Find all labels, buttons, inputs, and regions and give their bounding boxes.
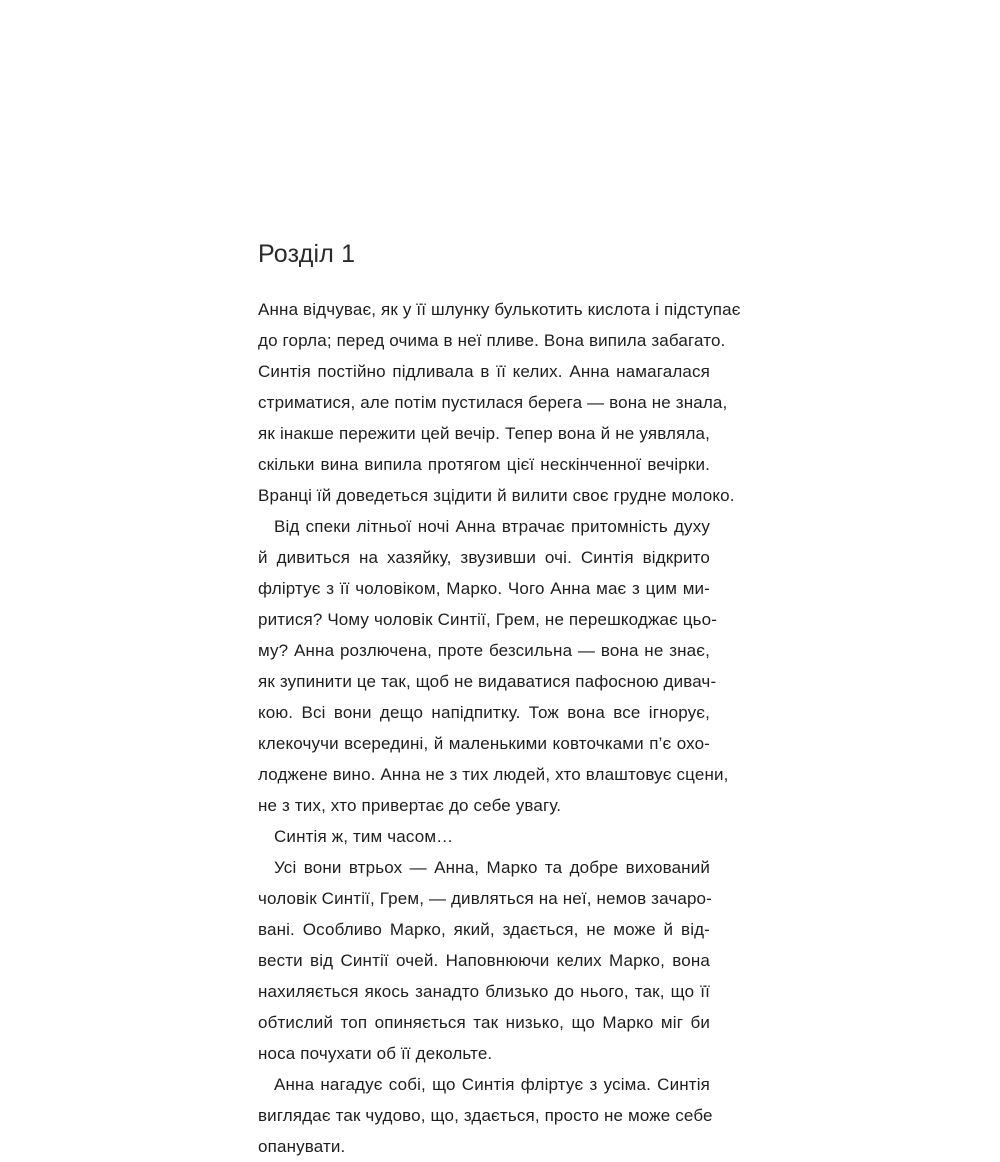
text-line: Від спеки літньої ночі Анна втрачає притомність духу — [274, 517, 710, 536]
text-line: й дивиться на хазяйку, звузивши очі. Синтія відкрито — [258, 548, 710, 567]
text-line: Усі вони втрьох — Анна, Марко та добре вихований — [274, 858, 710, 877]
text-line: фліртує з її чоловіком, Марко. Чого Анна має з цим ми- — [258, 579, 710, 598]
text-line: лоджене вино. Анна не з тих людей, хто влаштовує сцени, — [258, 765, 729, 784]
text-line: стриматися, але потім пустилася берега — вона не знала, — [258, 393, 728, 412]
text-line: носа почухати об її декольте. — [258, 1044, 493, 1063]
text-line: Синтія постійно підливала в її келих. Анна намагалася — [258, 362, 710, 381]
text-line: до горла; перед очима в неї пливе. Вона випила забагато. — [258, 331, 726, 350]
text-line: Анна відчуває, як у її шлунку булькотить кислота і підступає — [258, 300, 741, 319]
text-line: скільки вина випила протягом цієї нескінченної вечірки. — [258, 455, 710, 474]
chapter-body — [258, 294, 741, 1162]
text-line: нахиляється якось занадто близько до нього, так, що її — [258, 982, 710, 1001]
text-line: обтислий топ опиняється так низько, що Марко міг би — [258, 1013, 710, 1032]
text-line: як інакше пережити цей вечір. Тепер вона й не уявляла, — [258, 424, 710, 443]
text-line: вані. Особливо Марко, який, здається, не може й від- — [258, 920, 710, 939]
text-line: не з тих, хто привертає до себе увагу. — [258, 796, 562, 815]
text-line: виглядає так чудово, що, здається, просто не може себе — [258, 1106, 713, 1125]
text-line: клекочучи всередині, й маленькими ковточками п’є охо- — [258, 734, 710, 753]
chapter-title: Розділ 1 — [258, 240, 356, 268]
text-line: Вранці їй доведеться зцідити й вилити своє грудне молоко. — [258, 486, 735, 505]
text-line: ритися? Чому чоловік Синтії, Грем, не перешкоджає цьо- — [258, 610, 718, 629]
text-line: му? Анна розлючена, проте безсильна — вона не знає, — [258, 641, 710, 660]
text-line: Анна нагадує собі, що Синтія фліртує з усіма. Синтія — [274, 1075, 710, 1094]
text-line: Синтія ж, тим часом… — [274, 827, 454, 846]
text-line: кою. Всі вони дещо напідпитку. Тож вона все ігнорує, — [258, 703, 710, 722]
text-line: опанувати. — [258, 1137, 346, 1156]
text-line: вести від Синтії очей. Наповнюючи келих Марко, вона — [258, 951, 710, 970]
text-line: як зупинити це так, щоб не видаватися пафосною дивач- — [258, 672, 717, 691]
text-line: чоловік Синтії, Грем, — дивляться на неї, немов зачаро- — [258, 889, 712, 908]
